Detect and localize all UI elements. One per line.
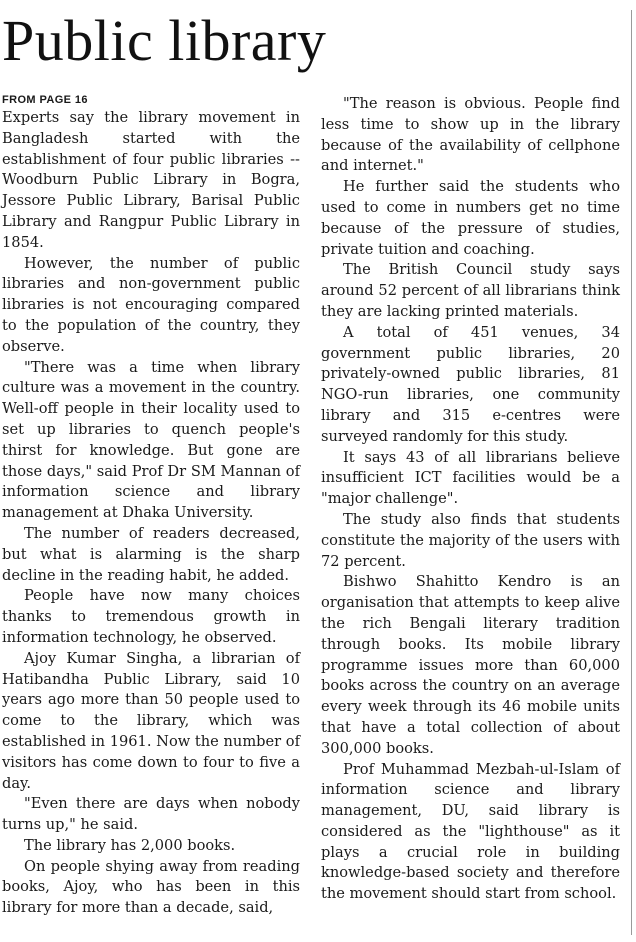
paragraph: People have now many choices thanks to tremendous growth in information technology, he observed. bbox=[2, 587, 300, 646]
paragraph: However, the number of public libraries and non-government public libraries is not encouraging compared to the population of the country, they observe. bbox=[2, 254, 300, 355]
paragraph: He further said the students who used to come in numbers get no time because of the pressure of studies, private tuition and coaching. bbox=[321, 178, 620, 258]
paragraph: "The reason is obvious. People find less time to show up in the library because of the availability of cellphone and internet." bbox=[321, 95, 620, 175]
paragraph: It says 43 of all librarians believe insufficient ICT facilities would be a "major challenge". bbox=[321, 448, 620, 508]
continuation-tag: FROM PAGE 16 bbox=[2, 94, 88, 106]
column-edge-rule bbox=[631, 10, 632, 935]
paragraph: A total of 451 venues, 34 government public libraries, 20 privately-owned public libraries, 81 NGO-run libraries, one community library and 315 e-centres were surveyed randomly for this study. bbox=[321, 323, 620, 445]
paragraph: The number of readers decreased, but what is alarming is the sharp decline in the reading habit, he added. bbox=[2, 524, 300, 584]
paragraph: On people shying away from reading books, Ajoy, who has been in this library for more than a decade, said, bbox=[2, 857, 300, 917]
paragraph: "Even there are days when nobody turns up," he said. bbox=[2, 795, 300, 834]
paragraph: "There was a time when library culture was a movement in the country. Well-off people in their locality used to set up libraries to quench people's thirst for knowledge. But gone are those days," said Prof Dr SM Mannan of information science and library management at Dhaka University. bbox=[2, 358, 300, 522]
paragraph: The British Council study says around 52 percent of all librarians think they are lacking printed materials. bbox=[321, 261, 620, 320]
headline: Public library bbox=[2, 8, 327, 73]
paragraph: Ajoy Kumar Singha, a librarian of Hatibandha Public Library, said 10 years ago more than 50 people used to come to the library, which was established in 1961. Now the number of visitors has come down to four to five a day. bbox=[2, 649, 300, 792]
article-column-left bbox=[2, 94, 300, 919]
paragraph: The study also finds that students constitute the majority of the users with 72 percent. bbox=[321, 510, 620, 570]
paragraph: Experts say the library movement in Bangladesh started with the establishment of four public libraries -- Woodburn Public Library in Bogra, Jessore Public Library, Barisal Public Library and Rangpur Public Library in 1854. bbox=[2, 109, 300, 251]
paragraph: Bishwo Shahitto Kendro is an organisation that attempts to keep alive the rich Bengali literary tradition through books. Its mobile library programme issues more than 60,000 books across the country on an average every week through its 46 mobile units that have a total collection of about 300,000 books. bbox=[321, 573, 620, 757]
paragraph: The library has 2,000 books. bbox=[24, 836, 236, 854]
article-column-right bbox=[321, 94, 620, 905]
paragraph: Prof Muhammad Mezbah-ul-Islam of information science and library management, DU, said library is considered as the "lighthouse" as it plays a crucial role in building knowledge-based society and therefore the movement should start from school. bbox=[321, 760, 620, 903]
